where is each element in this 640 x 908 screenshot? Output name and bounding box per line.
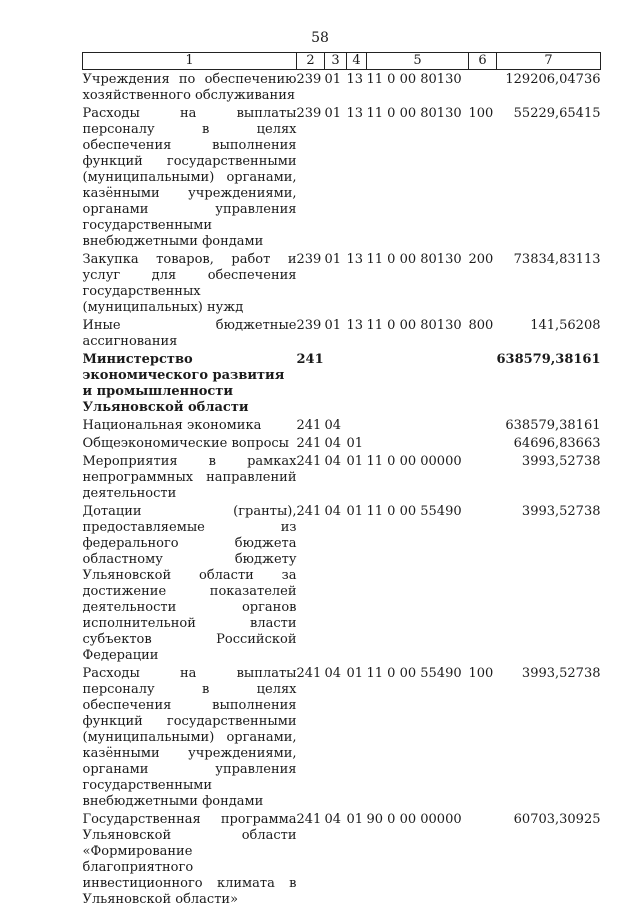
row-gr-code: 241 [296,454,322,469]
row-csr-code: 11 0 00 55490 [366,666,462,681]
row-name: Государственная программа Ульяновской области «Формирование благоприятного инвестиционного климата в Ульяновской области» [82,812,297,907]
table-row [83,664,601,810]
row-name: Учреждения по обеспечению хозяйственного обслуживания [82,72,297,103]
table-row [83,104,601,250]
row-rz-code: 01 [324,252,342,267]
row-csr-code: 11 0 00 55490 [366,504,462,519]
column-header: 5 [367,53,469,70]
table-row [83,70,601,105]
row-name: Расходы на выплаты персоналу в целях обеспечения выполнения функций государственными (муниципальными) органами, казёнными учреждениями, органами управления государственными внебюджетными фондами [82,666,297,809]
row-name: Расходы на выплаты персоналу в целях обеспечения выполнения функций государственными (муниципальными) органами, казёнными учреждениями, органами управления государственными внебюджетными фондами [82,106,297,249]
row-pr-code [347,416,367,434]
row-pr-code: 01 [346,812,364,827]
row-amount: 3993,52738 [521,454,601,469]
table-row [83,416,601,434]
row-gr-code: 241 [296,812,322,827]
row-amount: 638579,38161 [496,352,601,367]
budget-table [82,52,601,908]
row-rz-code: 01 [324,318,342,333]
row-gr-code: 239 [296,106,322,121]
row-amount: 3993,52738 [521,504,601,519]
row-pr-code [347,350,367,416]
row-pr-code: 13 [346,72,364,87]
column-header: 6 [469,53,497,70]
row-amount: 60703,30925 [513,812,601,827]
column-header: 4 [347,53,367,70]
row-vr-code: 800 [468,318,494,333]
row-csr-code [367,434,469,452]
table-row [83,434,601,452]
row-name: Иные бюджетные ассигнования [82,318,297,349]
page-number: 58 [311,30,329,46]
table-row [83,316,601,350]
row-pr-code: 01 [346,666,364,681]
row-rz-code: 04 [324,666,342,681]
row-amount: 55229,65415 [513,106,601,121]
row-name: Министерство экономического развития и промышленности Ульяновской области [82,352,285,415]
column-header: 3 [325,53,347,70]
row-vr-code [469,810,497,908]
row-rz-code: 04 [324,418,342,433]
table-row [83,350,601,416]
row-pr-code: 01 [346,454,364,469]
row-csr-code [367,350,469,416]
row-rz-code: 01 [324,106,342,121]
row-rz-code: 04 [324,454,342,469]
row-gr-code: 239 [296,318,322,333]
row-amount: 638579,38161 [505,418,601,433]
row-rz-code: 04 [324,812,342,827]
row-vr-code [469,502,497,664]
row-rz-code: 04 [324,504,342,519]
row-pr-code: 13 [346,106,364,121]
row-amount: 129206,04736 [505,72,601,87]
row-name: Мероприятия в рамках непрограммных направлений деятельности [82,454,297,501]
row-vr-code: 200 [468,252,494,267]
row-amount: 64696,83663 [513,436,601,451]
row-vr-code: 100 [468,106,494,121]
row-rz-code [325,350,347,416]
column-header: 2 [297,53,325,70]
row-csr-code: 11 0 00 80130 [366,252,462,267]
row-name: Дотации (гранты), предоставляемые из федерального бюджета областному бюджету Ульяновской области за достижение показателей деятельности органов исполнительной власти субъектов Российской Федерации [82,504,297,663]
row-rz-code: 01 [324,72,342,87]
row-pr-code: 01 [346,436,364,451]
row-gr-code: 239 [296,72,322,87]
row-csr-code: 11 0 00 00000 [366,454,462,469]
row-name: Общеэкономические вопросы [82,436,290,451]
row-vr-code [469,350,497,416]
row-gr-code: 241 [296,418,322,433]
row-gr-code: 241 [296,666,322,681]
row-vr-code [469,434,497,452]
row-vr-code [469,452,497,502]
table-row [83,250,601,316]
row-pr-code: 13 [346,252,364,267]
row-csr-code: 90 0 00 00000 [366,812,462,827]
row-gr-code: 241 [296,436,322,451]
row-csr-code [367,416,469,434]
row-amount: 73834,83113 [513,252,601,267]
table-row [83,502,601,664]
column-header: 7 [497,53,601,70]
row-csr-code: 11 0 00 80130 [366,72,462,87]
row-gr-code: 241 [296,352,324,367]
row-amount: 3993,52738 [521,666,601,681]
row-rz-code: 04 [324,436,342,451]
header-row [83,53,601,70]
row-vr-code: 100 [468,666,494,681]
row-pr-code: 01 [346,504,364,519]
row-vr-code [469,70,497,105]
row-gr-code: 241 [296,504,322,519]
row-vr-code [469,416,497,434]
row-pr-code: 13 [346,318,364,333]
row-gr-code: 239 [296,252,322,267]
table-row [83,810,601,908]
row-csr-code: 11 0 00 80130 [366,106,462,121]
row-csr-code: 11 0 00 80130 [366,318,462,333]
table-row [83,452,601,502]
row-name: Закупка товаров, работ и услуг для обеспечения государственных (муниципальных) нужд [82,252,297,315]
row-name: Национальная экономика [82,418,262,433]
row-amount: 141,56208 [530,318,601,333]
column-header: 1 [83,53,297,70]
